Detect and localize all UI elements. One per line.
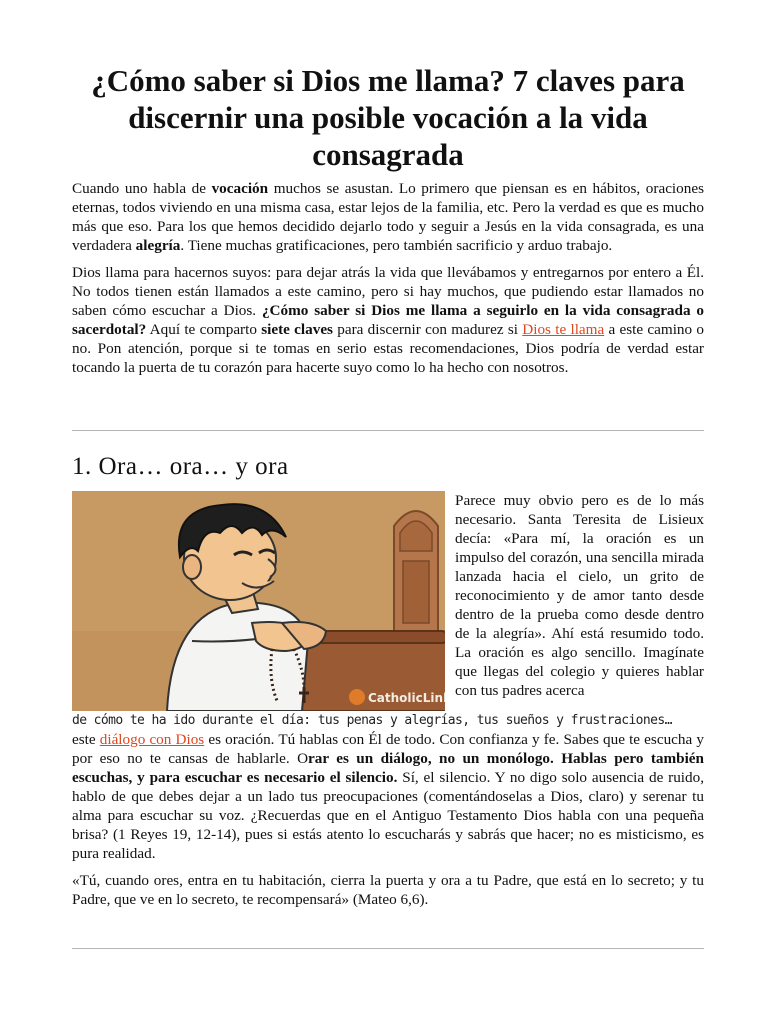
intro2-text: Aquí te comparto: [146, 321, 262, 338]
article: [72, 0, 705, 908]
catholiclink-watermark: CatholicLink: [368, 691, 445, 705]
divider: [72, 430, 704, 431]
intro1-text: . Tiene muchas gratificaciones, pero también sacrificio y arduo trabajo.: [180, 237, 613, 254]
section1-paragraph-cont: [72, 730, 704, 863]
intro-paragraph-2: [72, 263, 704, 377]
intro1-text: muchos se asustan. Lo primero que piensan es en hábitos, oraciones eternas, todos viviendo en una misma casa, estar lejos de la familia, etc. Pero la verdad es que es mucho más que eso. Para los que hemos decidido dejarlo todo y seguir a Jesús en la vida consagrada, es una verdadera: [72, 180, 704, 254]
intro1-bold-vocacion: vocación: [211, 180, 269, 197]
dialogo-con-dios-link[interactable]: diálogo con Dios: [99, 731, 205, 748]
intro2-bold-keys: siete claves: [261, 321, 333, 338]
intro1-bold-alegria: alegría: [135, 237, 181, 254]
bible-quote: «Tú, cuando ores, entra en tu habitación, cierra la puerta y ora a tu Padre, que está en lo secreto; y tu Padre, que ve en lo secreto, te recompensará» (Mateo 6,6).: [72, 872, 704, 908]
intro1-text: Cuando uno habla de: [72, 180, 212, 197]
article-title: ¿Cómo saber si Dios me llama? 7 claves para discernir una posible vocación a la vida consagrada: [91, 63, 685, 172]
dios-te-llama-link[interactable]: Dios te llama: [522, 321, 605, 338]
praying-boy-illustration: [72, 491, 445, 711]
section1-text: Parece muy obvio pero es de lo más necesario. Santa Teresita de Lisieux decía: «Para mí, la oración es un impulso del corazón, una sencilla mirada lanzada hacia el cielo, un grito de reconocimiento y de amor tanto desde dentro de la prueba como desde dentro de la alegría». Ahí está resumido todo. La oración es algo sencillo. Imagínate que llegas del colegio y quieres hablar con tus padres acerca: [455, 492, 704, 699]
section1-text: este: [72, 731, 100, 748]
intro-paragraph-1: [72, 179, 704, 255]
section1-text: es oración. Tú hablas con Él de todo. Con confianza y fe. Sabes que te escucha y por eso no te cansas de hablarle. O: [72, 731, 704, 767]
intro2-text: a este camino o no. Pon atención, porque si te tomas en serio estas recomendaciones, Dios podría de verdad estar tocando la puerta de tu corazón para hacerte suyo como lo ha hecho con nosotros.: [72, 321, 704, 376]
section1-bold: rar es un diálogo, no un monólogo. Hablas pero también escuchas, y para escuchar es necesario el silencio.: [72, 750, 704, 786]
intro2-text: para discernir con madurez si: [332, 321, 523, 338]
intro2-bold-question: ¿Cómo saber si Dios me llama a seguirlo en la vida consagrada o sacerdotal?: [72, 302, 705, 338]
section-heading: 1. Ora… ora… y ora: [72, 453, 289, 480]
section1-monospace-line: de cómo te ha ido durante el día: tus penas y alegrías, tus sueños y frustraciones…: [72, 713, 672, 728]
divider: [72, 948, 704, 949]
section-1-body: [72, 491, 704, 909]
intro2-text: Dios llama para hacernos suyos: para dejar atrás la vida que llevábamos y entregarnos por entero a Él. No todos tienen están llamados a este camino, pero si hay muchos, que pudiendo estar llamados no saben cómo escuchar a Dios.: [72, 264, 704, 319]
section1-text: Sí, el silencio. Y no digo solo ausencia de ruido, hablo de que debes dejar a un lado tus preocupaciones (comentándoselas a Dios, claro) y serenar tu alma para escuchar su voz. ¿Recuerdas que en el Antiguo Testamento Dios habla con una pequeña brisa? (1 Reyes 19, 12-14), pues si estás atento lo escucharás y sabrás que hacer; no es misticismo, es pura realidad.: [72, 769, 704, 862]
